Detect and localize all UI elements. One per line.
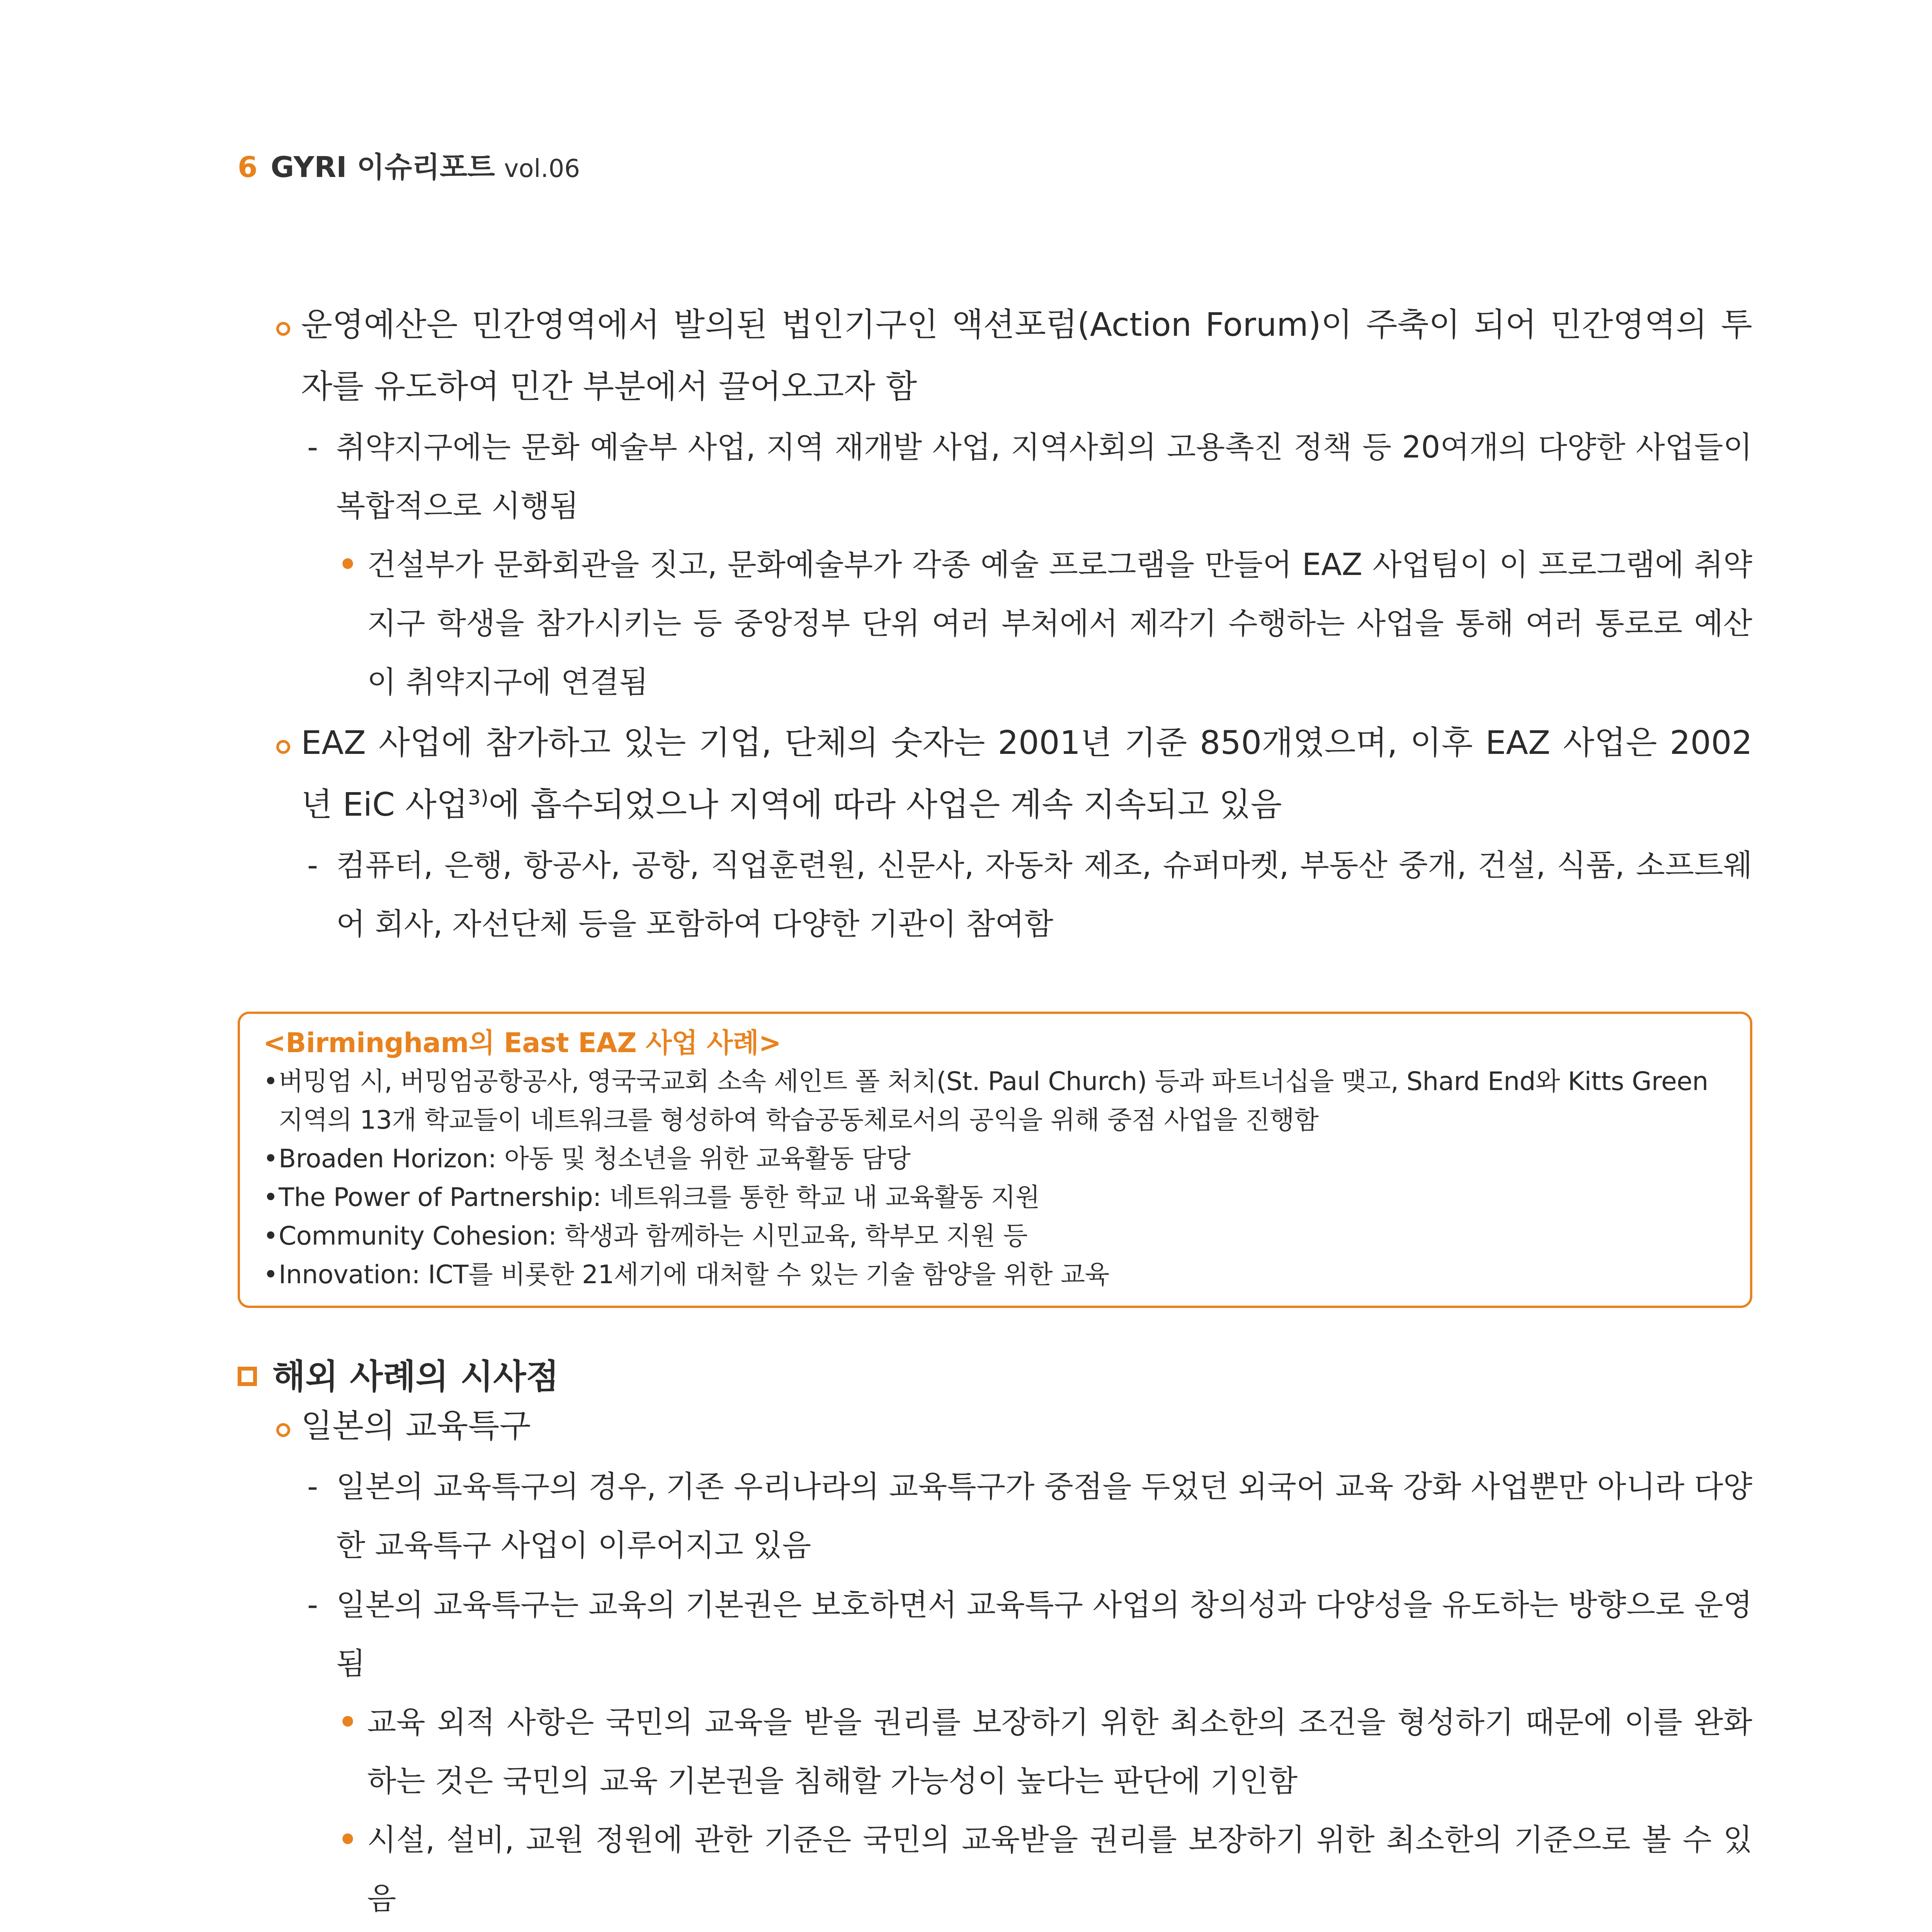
- paragraph-level-1: [238, 712, 1752, 835]
- paragraph-text: 교육 외적 사항은 국민의 교육을 받을 권리를 보장하기 위한 최소한의 조건을 형성하기 때문에 이를 완화하는 것은 국민의 교육 기본권을 침해할 가능성이 높다는 판단에 기인함: [367, 1705, 1752, 1799]
- section-heading: [238, 1358, 1752, 1395]
- paragraph-level-2: [238, 1576, 1752, 1693]
- dash-marker: -: [307, 430, 318, 465]
- case-box-item-text: The Power of Partnership: 네트워크를 통한 학교 내 교육활동 지원: [279, 1182, 1040, 1212]
- square-bullet-icon: [238, 1367, 257, 1386]
- paragraph-level-1: [238, 1928, 1752, 1932]
- paragraph-text: 일본의 교육특구의 경우, 기존 우리나라의 교육특구가 중점을 두었던 외국어 교육 강화 사업뿐만 아니라 다양한 교육특구 사업이 이루어지고 있음: [336, 1469, 1752, 1563]
- case-box-item-text: 버밍엄 시, 버밍엄공항공사, 영국국교회 소속 세인트 폴 처치(St. Paul Church) 등과 파트너십을 맺고, Shard End와 Kitts Green 지역의 13개 학교들이 네트워크를 형성하여 학습공동체로서의 공익을 위해 중점 사업을 진행함: [279, 1066, 1708, 1135]
- paragraph-text: 컴퓨터, 은행, 항공사, 공항, 직업훈련원, 신문사, 자동차 제조, 슈퍼마켓, 부동산 중개, 건설, 식품, 소프트웨어 회사, 자선단체 등을 포함하여 다양한 기관이 참여함: [336, 848, 1752, 942]
- bullet-marker: [276, 712, 301, 774]
- bullet-marker: [276, 1395, 301, 1457]
- bullet-marker: [276, 294, 301, 355]
- section-title: 해외 사례의 시사점: [272, 1357, 559, 1396]
- dash-marker: -: [307, 1469, 318, 1504]
- paragraph-level-2: [238, 836, 1752, 954]
- paragraph-level-2: [238, 418, 1752, 536]
- case-box-item: [263, 1217, 1727, 1255]
- dot-bullet-icon: •: [263, 1066, 278, 1096]
- case-box-item: [263, 1178, 1727, 1217]
- page-content: [238, 294, 1752, 1932]
- dot-bullet-icon: •: [263, 1221, 278, 1251]
- paragraph-level-3: [238, 1811, 1752, 1928]
- paragraph-text: 시설, 설비, 교원 정원에 관한 기준은 국민의 교육받을 권리를 보장하기 위한 최소한의 기준으로 볼 수 있음: [367, 1823, 1752, 1916]
- footnote-ref: 3): [468, 786, 489, 810]
- dot-bullet-icon: •: [263, 1260, 278, 1289]
- paragraph-text: [301, 1928, 1752, 1932]
- paragraph-level-3: [238, 1693, 1752, 1811]
- case-box: [238, 1012, 1752, 1308]
- paragraph-text-part: EAZ 사업에 참가하고 있는 기업, 단체의 숫자는 2001년 기준 850개였으며, 이후 EAZ 사업은 2002년 EiC 사업: [301, 724, 1752, 823]
- case-box-item: [263, 1139, 1727, 1178]
- case-box-item-text: Innovation: ICT를 비롯한 21세기에 대처할 수 있는 기술 함양을 위한 교육: [279, 1260, 1109, 1289]
- dot-bullet-icon: •: [338, 1823, 357, 1857]
- paragraph-text: 일본의 교육특구: [301, 1407, 531, 1445]
- paragraph-text: [301, 712, 1752, 835]
- dash-marker: -: [307, 848, 318, 883]
- dot-bullet-icon: •: [263, 1144, 278, 1173]
- paragraph-text: 운영예산은 민간영역에서 발의된 법인기구인 액션포럼(Action Forum)이 주축이 되어 민간영역의 투자를 유도하여 민간 부분에서 끌어오고자 함: [301, 306, 1752, 405]
- paragraph-text: 일본의 교육특구는 교육의 기본권은 보호하면서 교육특구 사업의 창의성과 다양성을 유도하는 방향으로 운영됨: [336, 1588, 1752, 1681]
- dot-bullet-icon: •: [338, 1705, 357, 1740]
- paragraph-text: 건설부가 문화회관을 짓고, 문화예술부가 각종 예술 프로그램을 만들어 EAZ 사업팀이 이 프로그램에 취약지구 학생을 참가시키는 등 중앙정부 단위 여러 부처에서 제각기 수행하는 사업을 통해 여러 통로로 예산이 취약지구에 연결됨: [367, 548, 1752, 700]
- case-box-list: [263, 1062, 1727, 1294]
- running-header: [238, 150, 580, 186]
- page-number: 6: [238, 151, 258, 184]
- report-brand: GYRI 이슈리포트: [270, 151, 495, 184]
- circle-bullet-icon: [276, 322, 290, 336]
- circle-bullet-icon: [276, 740, 290, 754]
- case-box-item-text: Broaden Horizon: 아동 및 청소년을 위한 교육활동 담당: [279, 1144, 911, 1173]
- dot-bullet-icon: •: [338, 548, 357, 582]
- top-paragraphs: [238, 294, 1752, 954]
- case-box-title: <Birmingham의 East EAZ 사업 사례>: [263, 1027, 781, 1059]
- circle-bullet-icon: [276, 1423, 290, 1437]
- case-box-item: [263, 1062, 1727, 1139]
- paragraph-level-1: [238, 294, 1752, 417]
- paragraph-text-part: 에 흡수되었으나 지역에 따라 사업은 계속 지속되고 있음: [488, 786, 1282, 823]
- case-box-item: [263, 1255, 1727, 1294]
- dash-marker: -: [307, 1588, 318, 1622]
- paragraph-level-2: [238, 1458, 1752, 1575]
- case-box-item-text: Community Cohesion: 학생과 함께하는 시민교육, 학부모 지원 등: [279, 1221, 1028, 1251]
- paragraph-text: 취약지구에는 문화 예술부 사업, 지역 재개발 사업, 지역사회의 고용촉진 정책 등 20여개의 다양한 사업들이 복합적으로 시행됨: [336, 430, 1752, 524]
- bottom-paragraphs: [238, 1395, 1752, 1932]
- report-volume: vol.06: [504, 155, 580, 183]
- paragraph-level-1: [238, 1395, 1752, 1457]
- paragraph-level-3: [238, 536, 1752, 712]
- bullet-marker: [276, 1928, 301, 1932]
- dot-bullet-icon: •: [263, 1182, 278, 1212]
